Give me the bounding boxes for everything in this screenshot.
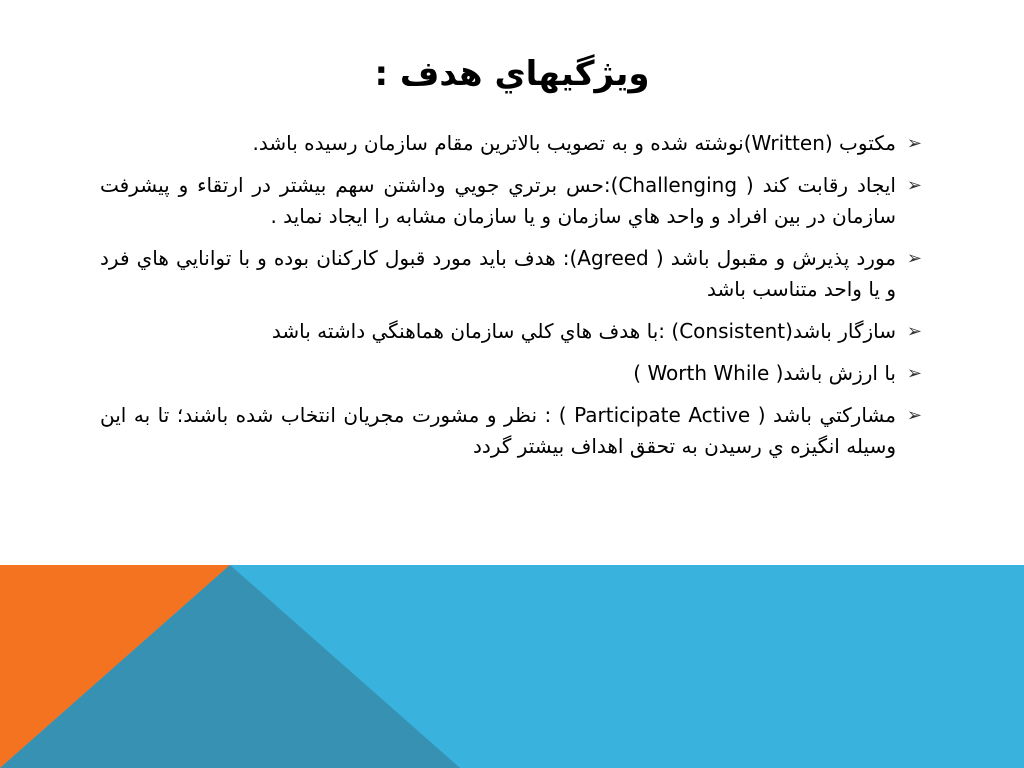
bullet-item-challenging bbox=[100, 170, 924, 232]
bullet-text: مشارکتي باشد ( Participate Active ) : نظر و مشورت مجريان انتخاب شده باشند؛ تا به اين وسيله انگيزه ي رسيدن به تحقق اهداف بيشتر گردد bbox=[100, 403, 896, 458]
slide-content bbox=[100, 128, 924, 473]
arrow-bullet-icon: ➢ bbox=[906, 321, 922, 342]
slide-title: ويژگيهاي هدف : bbox=[374, 54, 650, 94]
arrow-bullet-icon: ➢ bbox=[906, 405, 922, 426]
bullet-text: ايجاد رقابت کند ( Challenging):حس برتري جويي وداشتن سهم بيشتر در ارتقاء و پيشرفت سازمان در بين افراد و واحد هاي سازمان و يا سازمان مشابه را ايجاد نمايد . bbox=[100, 173, 896, 228]
arrow-bullet-icon: ➢ bbox=[906, 363, 922, 384]
arrow-bullet-icon: ➢ bbox=[906, 133, 922, 154]
bullet-text: مورد پذيرش و مقبول باشد ( Agreed): هدف بايد مورد قبول کارکنان بوده و با توانايي هاي فرد و يا واحد متناسب باشد bbox=[100, 246, 896, 301]
bullet-item-worth-while bbox=[100, 358, 924, 389]
bullet-item-participate-active bbox=[100, 400, 924, 462]
bullet-text: مکتوب (Written)نوشته شده و به تصويب بالاترين مقام سازمان رسيده باشد. bbox=[252, 131, 896, 155]
bullet-item-consistent bbox=[100, 316, 924, 347]
bullet-text: سازگار باشد(Consistent) :با هدف هاي کلي سازمان هماهنگي داشته باشد bbox=[271, 319, 896, 343]
bullet-item-agreed bbox=[100, 243, 924, 305]
bullet-item-written bbox=[100, 128, 924, 159]
bullet-list bbox=[100, 128, 924, 462]
bullet-text: با ارزش باشد( Worth While ) bbox=[633, 361, 896, 385]
arrow-bullet-icon: ➢ bbox=[906, 248, 922, 269]
arrow-bullet-icon: ➢ bbox=[906, 175, 922, 196]
decorative-footer-shapes bbox=[0, 565, 1024, 768]
